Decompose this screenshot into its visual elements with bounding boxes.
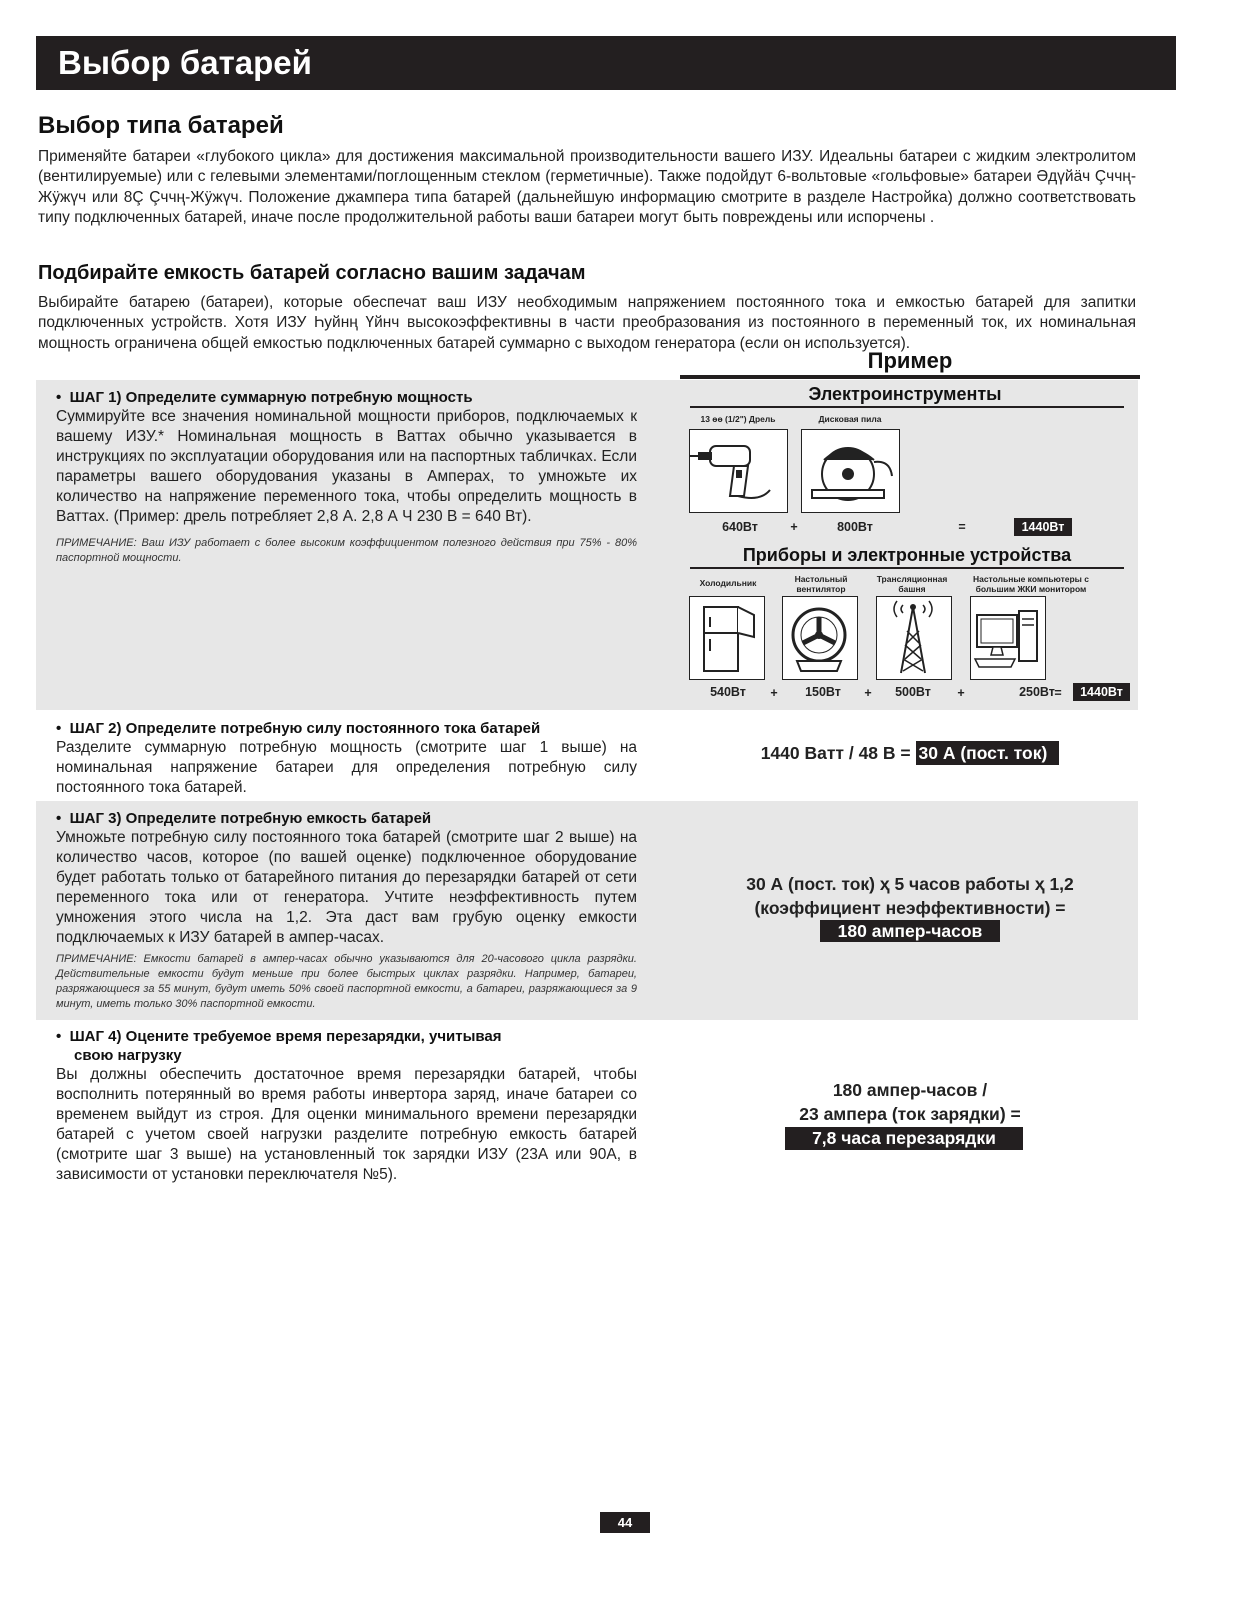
- step2-title: • ШАГ 2) Определите потребную силу постоянного тока батарей: [56, 720, 541, 737]
- power-tools-plus: +: [790, 520, 798, 534]
- appliances-plus-1: +: [770, 686, 778, 700]
- step3-body: Умножьте потребную силу постоянного тока батарей (смотрите шаг 2 выше) на количество часов, которое (по вашей оценке) подключенное оборудование будет работать только от батарейного питания до перезарядки батарей от сети переменного тока или от генератора. Учтите неэффективность путем умножения этого числа на 1,2. Эта даст вам грубую оценку емкости подключаемых к ИЗУ батарей в ампер-часах.: [56, 829, 637, 946]
- tower-value: 500Вт: [895, 685, 931, 699]
- saw-label: Дисковая пила: [818, 414, 882, 424]
- appliances-equals: =: [1054, 686, 1062, 700]
- power-tools-equals: =: [958, 520, 966, 534]
- page-header-banner: [36, 36, 1176, 90]
- circular-saw-icon: [801, 429, 900, 513]
- appliances-total: 1440Вт: [1073, 683, 1130, 701]
- step2-calc-text: 1440 Ватт / 48 В =: [760, 743, 916, 763]
- step4-title-line2: свою нагрузку: [74, 1047, 182, 1064]
- section-heading-battery-capacity: Подбирайте емкость батарей согласно вашим задачам: [38, 262, 586, 284]
- step3-title: • ШАГ 3) Определите потребную емкость батарей: [56, 810, 432, 827]
- section-text-battery-type: Применяйте батареи «глубокого цикла» для достижения максимальной производительности вашего ИЗУ. Идеальны батареи с жидким электролитом (вентилируемые) или с гелевыми элементами/поглощенным стеклом (герметичные). Также подойдут 6-вольтовые «гольфовые» батареи Әдүйӓч Çччң-Жӱжүч или 8Ç Çччң-Жӱжүч. Положение джампера типа батарей (дальнейшую информацию смотрите в разделе Настройка) должно соответствовать типу подключенных батарей, иначе после продолжительной работы ваши батареи могут быть повреждены или испорчены .: [38, 148, 1136, 227]
- refrigerator-icon: [689, 596, 765, 680]
- desktop-computer-icon: [970, 596, 1046, 680]
- computer-value: 250Вт: [1019, 685, 1055, 699]
- power-tools-total: 1440Вт: [1014, 518, 1072, 536]
- fridge-label: Холодильник: [699, 578, 757, 588]
- drill-value: 640Вт: [722, 520, 758, 534]
- step3-calc-line2: (коэффициент неэффективности) =: [754, 898, 1066, 918]
- step4-calc-line2: 23 ампера (ток зарядки) =: [799, 1104, 1021, 1124]
- fan-label: Настольный вентилятор: [794, 574, 848, 594]
- step4-calc-result: 7,8 часа перезарядки: [785, 1127, 1023, 1150]
- section-heading-battery-type: Выбор типа батарей: [38, 112, 284, 139]
- step4-title-line1: ШАГ 4) Оцените требуемое время перезарядки, учитывая: [69, 1028, 502, 1045]
- appliances-title: Приборы и электронные устройства: [742, 545, 1072, 565]
- drill-label: 13 өө (1/2") Дрель: [700, 414, 776, 424]
- tower-label: Трансляционная башня: [876, 574, 948, 594]
- step3-title-text: ШАГ 3) Определите потребную емкость батарей: [69, 810, 432, 827]
- step4-title: • ШАГ 4) Оцените требуемое время перезарядки, учитывая: [56, 1028, 502, 1045]
- computer-label: Настольные компьютеры с большим ЖКИ монитором: [972, 574, 1090, 594]
- broadcast-tower-icon: [876, 596, 952, 680]
- saw-value: 800Вт: [837, 520, 873, 534]
- step1-title-text: ШАГ 1) Определите суммарную потребную мощность: [69, 389, 473, 406]
- step2-calc-result: 30 А (пост. ток): [916, 741, 1060, 765]
- power-tools-rule: [690, 406, 1124, 408]
- step4-body: Вы должны обеспечить достаточное время перезарядки батарей, чтобы восполнить потерянный во время работы инвертора заряд, иначе батареи со временем выйдут из строя. Для оценки минимального времени перезарядки батарей с учетом своей нагрузки разделите потребную емкость батарей (смотрите шаг 3 выше) на установленный ток зарядки ИЗУ (23A или 90A, в зависимости от установки переключателя №5).: [56, 1066, 637, 1183]
- power-tools-title: Электроинструменты: [808, 384, 1002, 404]
- step1-note: ПРИМЕЧАНИЕ: Ваш ИЗУ работает с более высоким коэффициентом полезного действия при 75% - 80% паспортной мощности.: [56, 537, 637, 564]
- step3-calc-result: 180 ампер-часов: [820, 920, 1000, 942]
- step4-calc-line1: 180 ампер-часов /: [832, 1080, 988, 1100]
- desk-fan-icon: [782, 596, 858, 680]
- step2-body: Разделите суммарную потребную мощность (смотрите шаг 1 выше) на номинальная напряжение батареи для определения потребную силу постоянного тока батарей.: [56, 739, 637, 796]
- fan-value: 150Вт: [805, 685, 841, 699]
- drill-icon: [689, 429, 788, 513]
- step1-title: • ШАГ 1) Определите суммарную потребную мощность: [56, 389, 473, 406]
- step2-title-text: ШАГ 2) Определите потребную силу постоянного тока батарей: [69, 720, 541, 737]
- step1-body: Суммируйте все значения номинальной мощности приборов, подключаемых к вашему ИЗУ.* Номинальная мощность в Ваттах обычно указывается в инструкциях по эксплуатации оборудования или на паспортных табличках. Если параметры вашего оборудования указаны в Амперах, то умножьте их количество на напряжение переменного тока, чтобы определить мощность в Ваттах. (Пример: дрель потребляет 2,8 А. 2,8 А Ч 230 В = 640 Вт).: [56, 408, 637, 525]
- fridge-value: 540Вт: [710, 685, 746, 699]
- appliances-plus-3: +: [957, 686, 965, 700]
- appliances-rule: [690, 567, 1124, 569]
- appliances-plus-2: +: [864, 686, 872, 700]
- step2-calc: [680, 741, 1140, 765]
- step3-calc-line1: 30 А (пост. ток) ҳ 5 часов работы ҳ 1,2: [746, 874, 1074, 894]
- section-text-battery-capacity: Выбирайте батарею (батареи), которые обеспечат ваш ИЗУ необходимым напряжением постоянного тока и емкостью батарей для запитки подключенных устройств. Хотя ИЗУ Һуйнң Үйнч высокоэффективны в части преобразования из постоянного в переменный ток, их номинальная мощность ограничена общей емкостью подключенных батарей суммарно с выходом генератора (если он используется).: [38, 294, 1136, 352]
- example-rule: [680, 375, 1140, 379]
- example-title: Пример: [867, 348, 953, 373]
- page-title: Выбор батарей: [58, 44, 312, 81]
- page-number: 44: [600, 1512, 650, 1533]
- step3-note: ПРИМЕЧАНИЕ: Емкости батарей в ампер-часах обычно указываются для 20-часового цикла разрядки. Действительные емкости будут меньше при более быстрых циклах разрядки. Например, батареи, разряжающиеся за 55 минут, будут иметь 50% своей паспортной емкости, а батареи, разряжающиеся за 9 минут, иметь только 30% паспортной емкости.: [56, 953, 637, 1010]
